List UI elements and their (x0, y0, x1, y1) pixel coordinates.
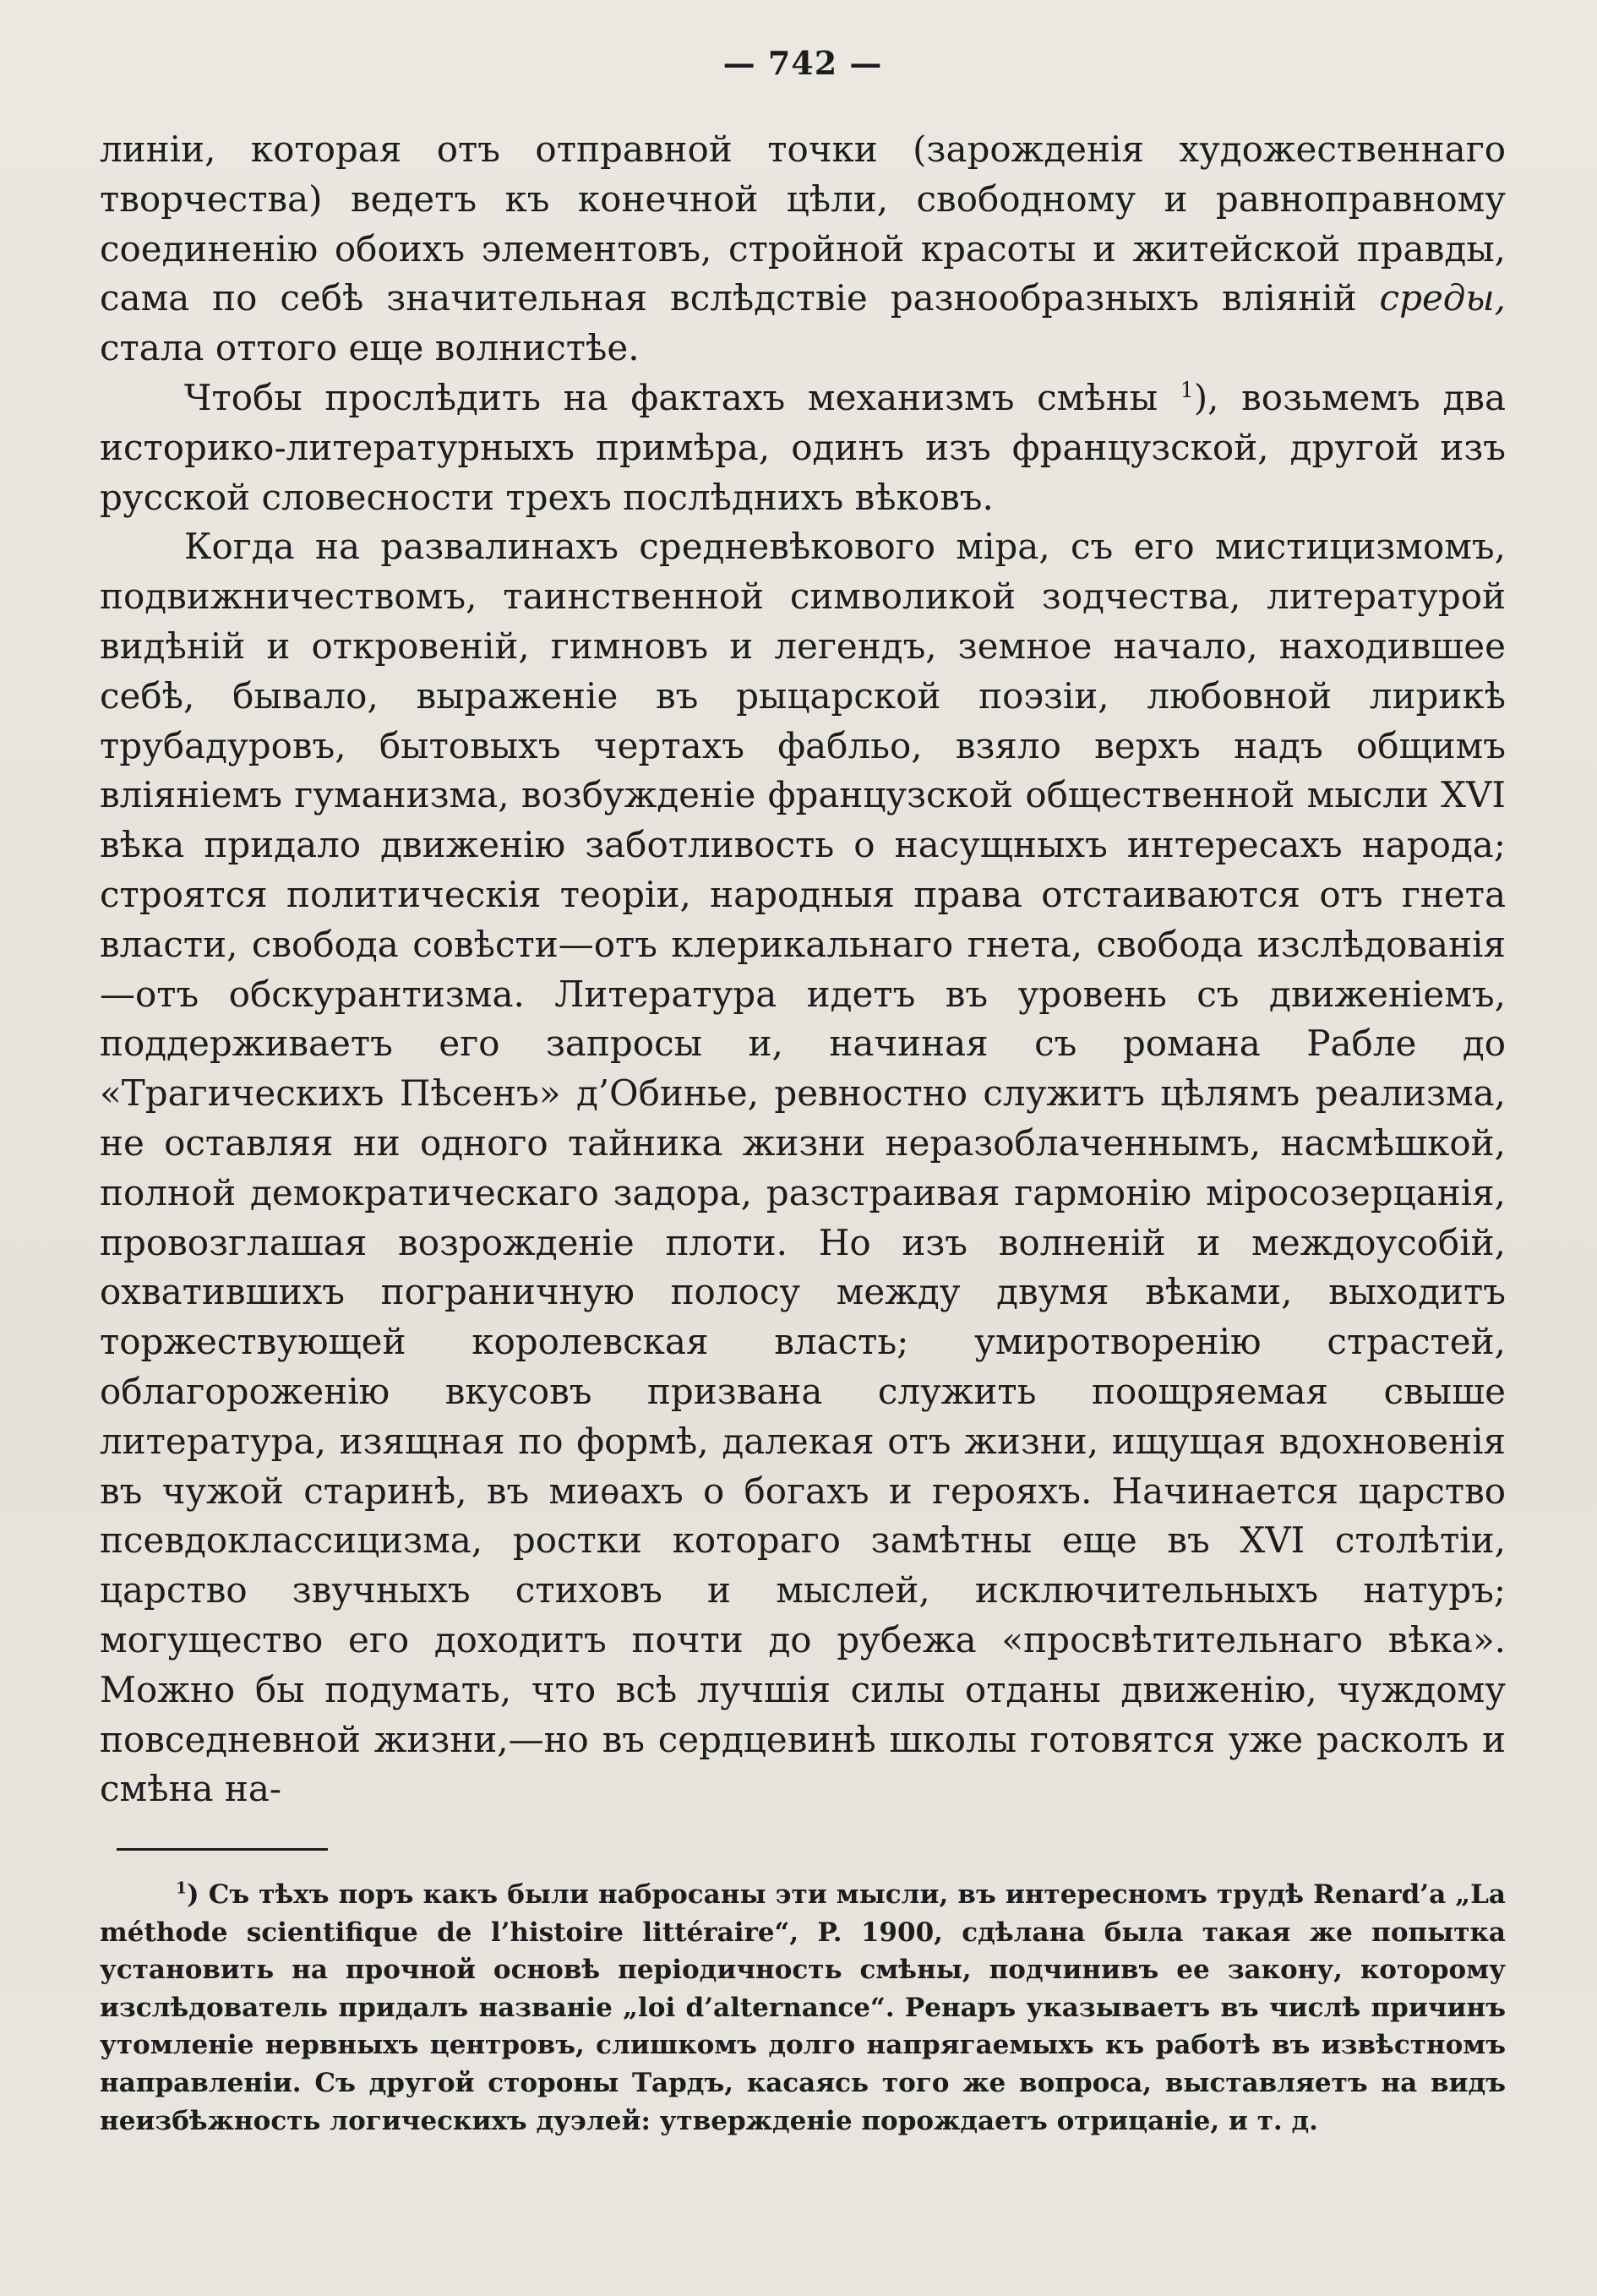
footnote-marker: 1 (176, 1879, 187, 1898)
paragraph-1-text: линіи, которая отъ отправной точки (зарожденія художественнаго творчества) ведетъ къ конечной цѣли, свободному и равноправному соединенію обоихъ элементовъ, стройной красоты и житейской правды, сама по себѣ значительная вслѣдствіе разнообразныхъ вліяній (100, 128, 1506, 319)
page-number: — 742 — (722, 44, 883, 82)
footnote-reference[interactable]: 1 (1180, 377, 1194, 402)
paragraph-3: Когда на развалинахъ средневѣкового міра, съ его мистицизмомъ, подвижничествомъ, таинственной символикой зодчества, литературой видѣній и откровеній, гимновъ и легендъ, земное начало, находившее себѣ, бывало, выраженіе въ рыцарской поэзіи, любовной лирикѣ трубадуровъ, бытовыхъ чертахъ фабльо, взяло верхъ надъ общимъ вліяніемъ гуманизма, возбужденіе французской общественной мысли XVI вѣка придало движенію заботливость о насущныхъ интересахъ народа; строятся политическія теоріи, народныя права отстаиваются отъ гнета власти, свобода совѣсти—отъ клерикальнаго гнета, свобода изслѣдованія—отъ обскурантизма. Литература идетъ въ уровень съ движеніемъ, поддерживаетъ его запросы и, начиная съ романа Рабле до «Трагическихъ Пѣсенъ» д’Обинье, ревностно служитъ цѣлямъ реализма, не оставляя ни одного тайника жизни неразоблаченнымъ, насмѣшкой, полной демократическаго задора, разстраивая гармонію міросозерцанія, провозглашая возрожденіе плоти. Но изъ волненій и междоусобій, охватившихъ пограничную полосу между двумя вѣками, выходитъ торжествующей королевская власть; умиротворенію страстей, облагороженію вкусовъ призвана служить поощряемая свыше литература, изящная по формѣ, далекая отъ жизни, ищущая вдохновенія въ чужой старинѣ, въ миѳахъ о богахъ и герояхъ. Начинается царство псевдоклассицизма, ростки котораго замѣтны еще въ XVI столѣтіи, царство звучныхъ стиховъ и мыслей, исключительныхъ натуръ; могущество его доходитъ почти до рубежа «просвѣтительнаго вѣка». Можно бы подумать, что всѣ лучшія силы отданы движенію, чуждому повседневной жизни,—но въ сердцевинѣ школы готовятся уже расколъ и смѣна на- (100, 526, 1506, 1810)
paragraph-1-italic: среды, (1379, 277, 1506, 319)
paragraph-2-tail: ), возьмемъ два историко-литературныхъ примѣра, одинъ изъ французской, другой изъ русской словесности трехъ послѣднихъ вѣковъ. (100, 376, 1506, 518)
footnote-text (100, 1876, 1506, 2140)
paragraph-1-tail: стала оттого еще волнистѣе. (100, 327, 640, 369)
paragraph-2-text: Чтобы прослѣдить на фактахъ механизмъ смѣны (184, 376, 1158, 418)
footnote (100, 1876, 1506, 2140)
paragraph-1 (100, 125, 1506, 374)
footnote-divider (117, 1848, 328, 1851)
paragraph-2 (100, 374, 1506, 522)
footnote-body: ) Съ тѣхъ поръ какъ были набросаны эти мысли, въ интересномъ трудѣ Renard’a „La méthode scientifique de l’histoire littéraire“, P. 1900, сдѣлана была такая же попытка установить на прочной основѣ періодичность смѣны, подчинивъ ее закону, которому изслѣдователь придалъ названіе „loi d’alternance“. Ренаръ указываетъ въ числѣ причинъ утомленіе нервныхъ центровъ, слишкомъ долго напрягаемыхъ къ работѣ въ извѣстномъ направленіи. Съ другой стороны Тардъ, касаясь того же вопроса, выставляетъ на видъ неизбѣжность логическихъ дуэлей: утвержденіе порождаетъ отрицаніе, и т. д. (100, 1879, 1506, 2136)
body-text (100, 125, 1506, 1814)
